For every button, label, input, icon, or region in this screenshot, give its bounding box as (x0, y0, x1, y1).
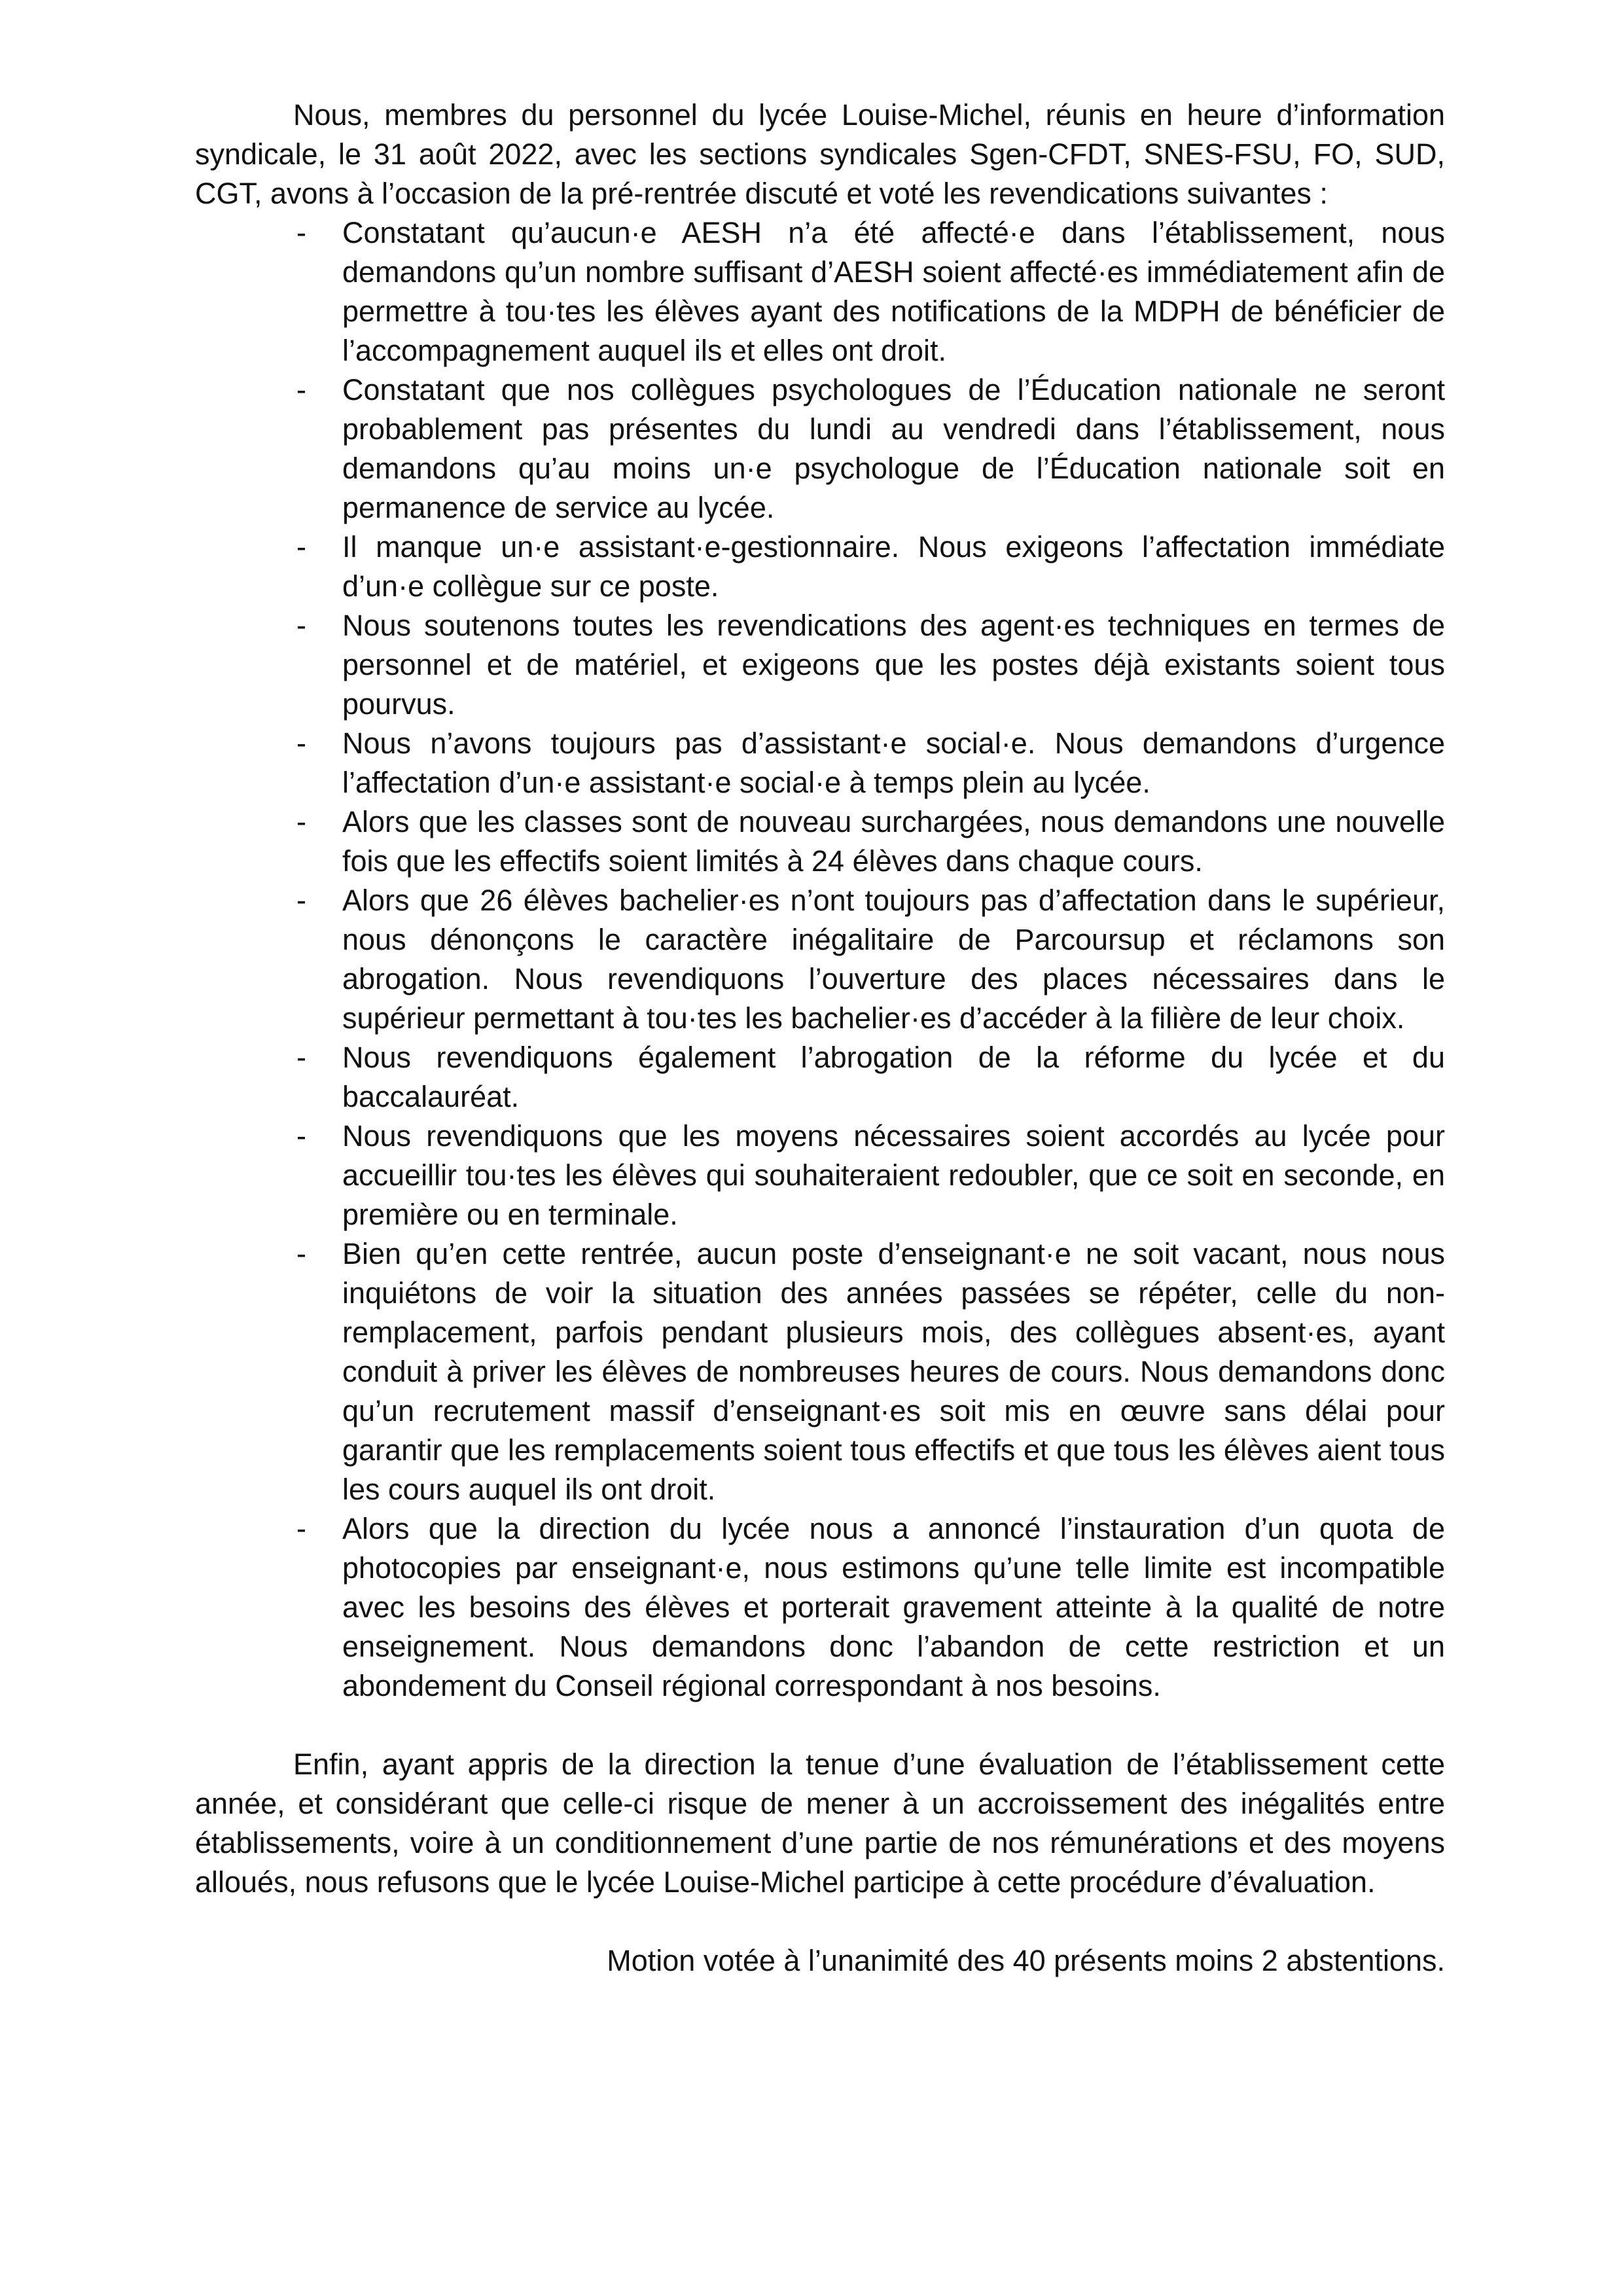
demand-text: Nous revendiquons également l’abrogation de la réforme du lycée et du baccalauréat. (342, 1041, 1445, 1113)
demand-text: Bien qu’en cette rentrée, aucun poste d’enseignant·e ne soit vacant, nous nous inquiétons de voir la situation des années passées se répéter, celle du non-remplacement, parfois pendant plusieurs mois, des collègues absent·es, ayant conduit à priver les élèves de nombreuses heures de cours. Nous demandons donc qu’un recrutement massif d’enseignant·es soit mis en œuvre sans délai pour garantir que les remplacements soient tous effectifs et que tous les élèves aient tous les cours auquel ils ont droit. (342, 1237, 1445, 1506)
demand-item (296, 1038, 1445, 1117)
bullet-dash: - (296, 530, 306, 564)
demands-list (195, 213, 1445, 1706)
demand-text: Constatant que nos collègues psychologues de l’Éducation nationale ne seront probablement pas présentes du lundi au vendredi dans l’établissement, nous demandons qu’au moins un·e psychologue de l’Éducation nationale soit en permanence de service au lycée. (342, 373, 1445, 524)
demand-item (296, 528, 1445, 606)
demand-text: Alors que 26 élèves bachelier·es n’ont toujours pas d’affectation dans le supérieur, nous dénonçons le caractère inégalitaire de Parcoursup et réclamons son abrogation. Nous revendiquons l’ouverture des places nécessaires dans le supérieur permettant à tou·tes les bachelier·es d’accéder à la filière de leur choix. (342, 884, 1445, 1035)
demand-text: Nous revendiquons que les moyens nécessaires soient accordés au lycée pour accueillir tou·tes les élèves qui souhaiteraient redoubler, que ce soit en seconde, en première ou en terminale. (342, 1119, 1445, 1231)
demand-item (296, 213, 1445, 370)
demand-item (296, 370, 1445, 528)
intro-paragraph: Nous, membres du personnel du lycée Louise-Michel, réunis en heure d’information syndicale, le 31 août 2022, avec les sections syndicales Sgen-CFDT, SNES-FSU, FO, SUD, CGT, avons à l’occasion de la pré-rentrée discuté et voté les revendications suivantes : (195, 98, 1445, 210)
demand-text: Il manque un·e assistant·e-gestionnaire. Nous exigeons l’affectation immédiate d’un·e collègue sur ce poste. (342, 530, 1445, 603)
bullet-dash: - (296, 1041, 306, 1074)
demand-item (296, 724, 1445, 802)
conclusion-paragraph: Enfin, ayant appris de la direction la tenue d’une évaluation de l’établissement cette année, et considérant que celle-ci risque de mener à un accroissement des inégalités entre établissements, voire à un conditionnement d’une partie de nos rémunérations et des moyens alloués, nous refusons que le lycée Louise-Michel participe à cette procédure d’évaluation. (195, 1748, 1445, 1899)
bullet-dash: - (296, 884, 306, 917)
paragraph-spacer (195, 1902, 1445, 1941)
demand-item (296, 881, 1445, 1038)
bullet-dash: - (296, 609, 306, 642)
bullet-dash: - (296, 726, 306, 760)
demand-text: Nous soutenons toutes les revendications des agent·es techniques en termes de personnel et de matériel, et exigeons que les postes déjà existants soient tous pourvus. (342, 609, 1445, 721)
demand-text: Constatant qu’aucun·e AESH n’a été affecté·e dans l’établissement, nous demandons qu’un nombre suffisant d’AESH soient affecté·es immédiatement afin de permettre à tou·tes les élèves ayant des notifications de la MDPH de bénéficier de l’accompagnement auquel ils et elles ont droit. (342, 216, 1445, 367)
demand-item (296, 1234, 1445, 1509)
demand-item (296, 606, 1445, 724)
bullet-dash: - (296, 1119, 306, 1153)
demand-text: Alors que les classes sont de nouveau surchargées, nous demandons une nouvelle fois que les effectifs soient limités à 24 élèves dans chaque cours. (342, 805, 1445, 878)
demand-text: Nous n’avons toujours pas d’assistant·e social·e. Nous demandons d’urgence l’affectation d’un·e assistant·e social·e à temps plein au lycée. (342, 726, 1445, 799)
demand-item (296, 802, 1445, 881)
bullet-dash: - (296, 1237, 306, 1270)
bullet-dash: - (296, 805, 306, 838)
bullet-dash: - (296, 373, 306, 406)
paragraph-spacer (195, 1706, 1445, 1745)
bullet-dash: - (296, 216, 306, 249)
demand-text: Alors que la direction du lycée nous a annoncé l’instauration d’un quota de photocopies par enseignant·e, nous estimons qu’une telle limite est incompatible avec les besoins des élèves et porterait gravement atteinte à la qualité de notre enseignement. Nous demandons donc l’abandon de cette restriction et un abondement du Conseil régional correspondant à nos besoins. (342, 1512, 1445, 1702)
bullet-dash: - (296, 1512, 306, 1545)
demand-item (296, 1509, 1445, 1706)
vote-result: Motion votée à l’unanimité des 40 présents moins 2 abstentions. (607, 1944, 1445, 1977)
motion-document (195, 96, 1445, 1981)
demand-item (296, 1117, 1445, 1234)
